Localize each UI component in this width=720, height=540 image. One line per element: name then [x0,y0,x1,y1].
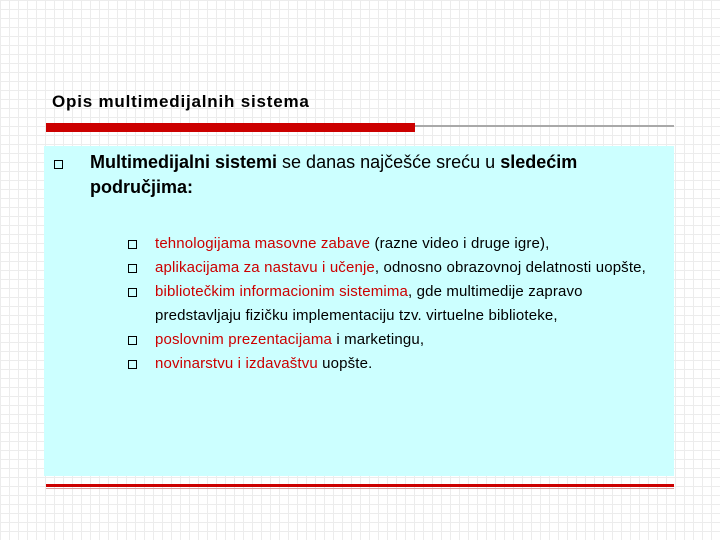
list-item [128,256,668,280]
list-item-text: , gde multimedije zapravo predstavljaju fizičku implementaciju tzv. virtuelne biblioteke, [155,283,583,324]
hollow-square-icon [128,288,137,297]
slide-title: Opis multimedijalnih sistema [52,92,310,111]
list-item-highlight: tehnologijama masovne zabave [155,235,371,252]
main-bullet-text [90,150,670,200]
main-text-regular: se danas najčešće sreću u [277,152,501,172]
list-item-text: , odnosno obrazovnoj delatnosti uopšte, [374,259,646,276]
sub-bullet-list [128,232,668,376]
title-underline-red [46,123,415,132]
list-item-text: uopšte. [317,355,373,372]
list-item [128,352,668,376]
list-item-highlight: poslovnim prezentacijama [155,331,333,348]
list-item-text: i marketingu, [332,331,425,348]
bottom-rule-thin [46,488,674,489]
main-text-bold-2: sledećim područjima: [90,152,578,197]
hollow-square-icon [128,360,137,369]
list-item-highlight: aplikacijama za nastavu i učenje [155,259,375,276]
main-text-bold-1: Multimedijalni sistemi [90,152,278,172]
hollow-square-icon [128,240,137,249]
list-item-highlight: novinarstvu i izdavaštvu [155,355,318,372]
hollow-square-icon [128,264,137,273]
hollow-square-icon [54,160,63,169]
list-item-highlight: bibliotečkim informacionim sistemima [155,283,408,300]
hollow-square-icon [128,336,137,345]
list-item [128,232,668,256]
list-item [128,280,668,328]
list-item [128,328,668,352]
bottom-rule [46,484,674,487]
list-item-text: (razne video i druge igre), [370,235,550,252]
